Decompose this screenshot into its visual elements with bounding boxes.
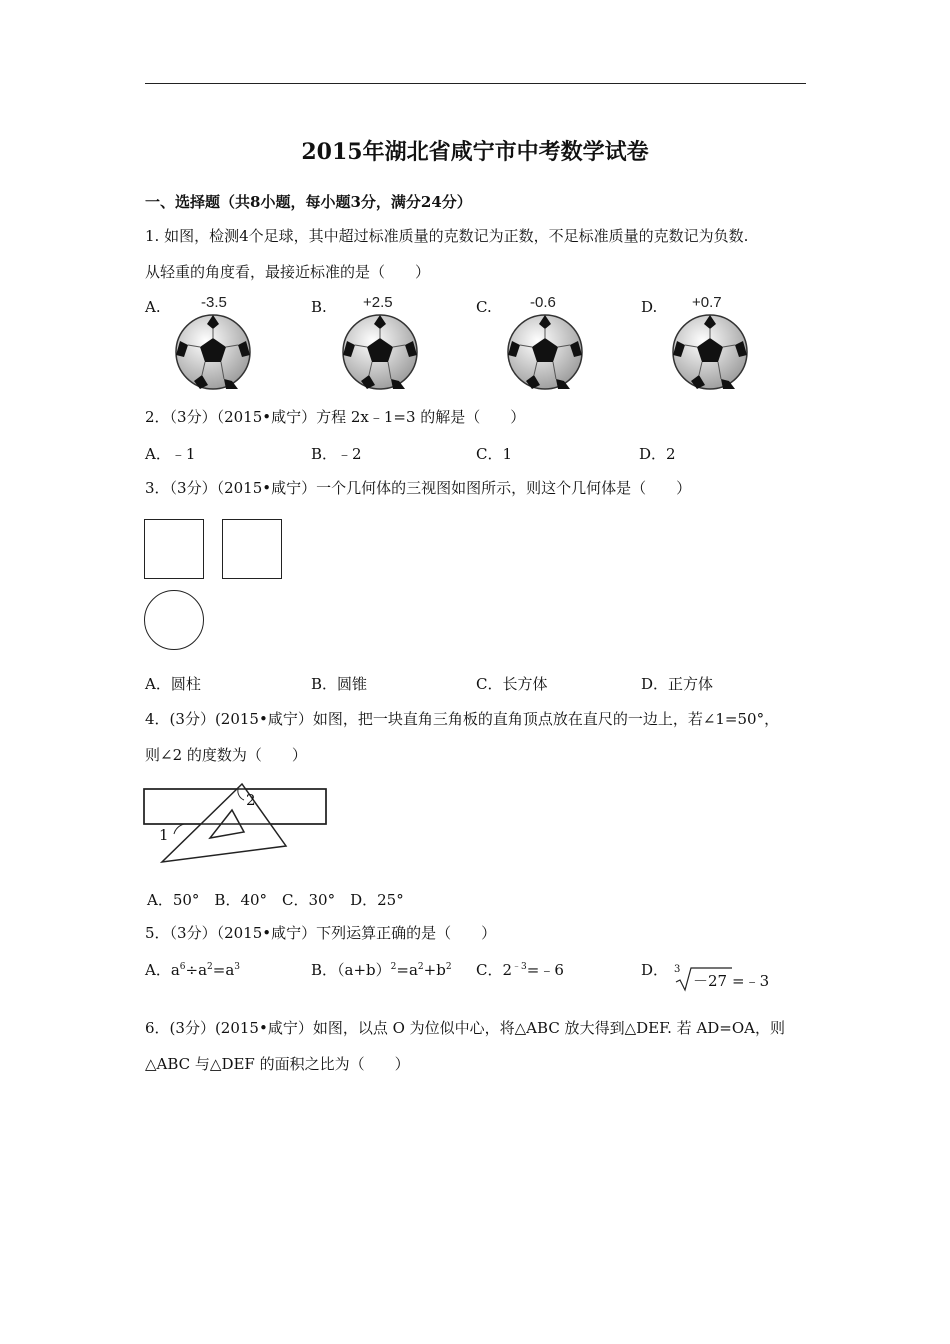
- q4-line2: 则∠2 的度数为（ ）: [145, 746, 307, 764]
- soccer-ball-icon: [671, 313, 749, 391]
- q3-option-d[interactable]: D．正方体: [641, 675, 714, 693]
- q1-option-a-letter[interactable]: A.: [145, 298, 161, 316]
- soccer-ball-icon: [341, 313, 419, 391]
- q2-option-d[interactable]: D．2: [639, 445, 676, 463]
- ruler-triangle-figure: [140, 782, 332, 866]
- q2-option-b[interactable]: B．﹣2: [311, 445, 362, 463]
- q3-option-b[interactable]: B．圆锥: [311, 675, 368, 693]
- q4-options[interactable]: A．50° B．40° C．30° D．25°: [147, 891, 404, 909]
- header-rule: [145, 83, 806, 84]
- q1-option-b-letter[interactable]: B.: [311, 298, 327, 316]
- q5-option-b[interactable]: B．$(a+b)^2=a^2+b^2$: [311, 961, 452, 979]
- angle-1-label: 1: [159, 826, 169, 844]
- q3-option-a[interactable]: A．圆柱: [145, 675, 201, 693]
- q1-option-c-value: -0.6: [530, 294, 556, 311]
- soccer-ball-icon: [174, 313, 252, 391]
- q3-text: 3．（3分）（2015•咸宁）一个几何体的三视图如图所示，则这个几何体是（ ）: [145, 479, 692, 497]
- q2-option-c[interactable]: C．1: [476, 445, 513, 463]
- q1-option-c-letter[interactable]: C.: [476, 298, 492, 316]
- q2-option-a[interactable]: A．﹣1: [145, 445, 196, 463]
- q5-option-d-letter[interactable]: D．: [641, 961, 669, 979]
- q2-text: 2．（3分）（2015•咸宁）方程 2x﹣1=3 的解是（ ）: [145, 408, 526, 426]
- q6-line1: 6．(3分）(2015•咸宁）如图，以点 O 为位似中心，将△ABC 放大得到△DEF. 若 AD=OA，则: [145, 1019, 786, 1037]
- q1-option-d-letter[interactable]: D.: [641, 298, 658, 316]
- section-heading: 一、选择题（共8小题，每小题3分，满分24分）: [145, 193, 472, 211]
- top-view-circle: [144, 590, 204, 650]
- q5-option-c-letter: C．: [476, 961, 503, 979]
- q5-option-a[interactable]: A．$a^6\div a^2=a^3$: [145, 961, 241, 979]
- q3-option-c[interactable]: C．长方体: [476, 675, 548, 693]
- q5-option-a-letter: A．: [145, 961, 171, 979]
- q5-option-c[interactable]: C．$2^{﹣3}=﹣6$: [476, 961, 564, 979]
- q5-option-d-result: =﹣3: [732, 972, 770, 990]
- q6-line2: △ABC 与△DEF 的面积之比为（ ）: [145, 1055, 410, 1073]
- radicand: －27: [693, 972, 728, 990]
- soccer-ball-icon: [506, 313, 584, 391]
- q1-option-b-value: +2.5: [363, 294, 393, 311]
- angle-2-label: 2: [246, 791, 256, 809]
- side-view-square: [222, 519, 282, 579]
- front-view-square: [144, 519, 204, 579]
- q1-line2: 从轻重的角度看，最接近标准的是（ ）: [145, 263, 431, 281]
- q5-text: 5．（3分）（2015•咸宁）下列运算正确的是（ ）: [145, 924, 497, 942]
- page-title: 2015年湖北省咸宁市中考数学试卷: [301, 139, 649, 165]
- q5-option-b-letter: B．: [311, 961, 338, 979]
- q1-option-d-value: +0.7: [692, 294, 722, 311]
- cube-root-index: 3: [674, 964, 681, 975]
- q1-line1: 1. 如图，检测4个足球，其中超过标准质量的克数记为正数，不足标准质量的克数记为负数.: [145, 227, 749, 245]
- q4-line1: 4．(3分）(2015•咸宁）如图，把一块直角三角板的直角顶点放在直尺的一边上，若∠1=50°，: [145, 710, 780, 728]
- q1-option-a-value: -3.5: [201, 294, 227, 311]
